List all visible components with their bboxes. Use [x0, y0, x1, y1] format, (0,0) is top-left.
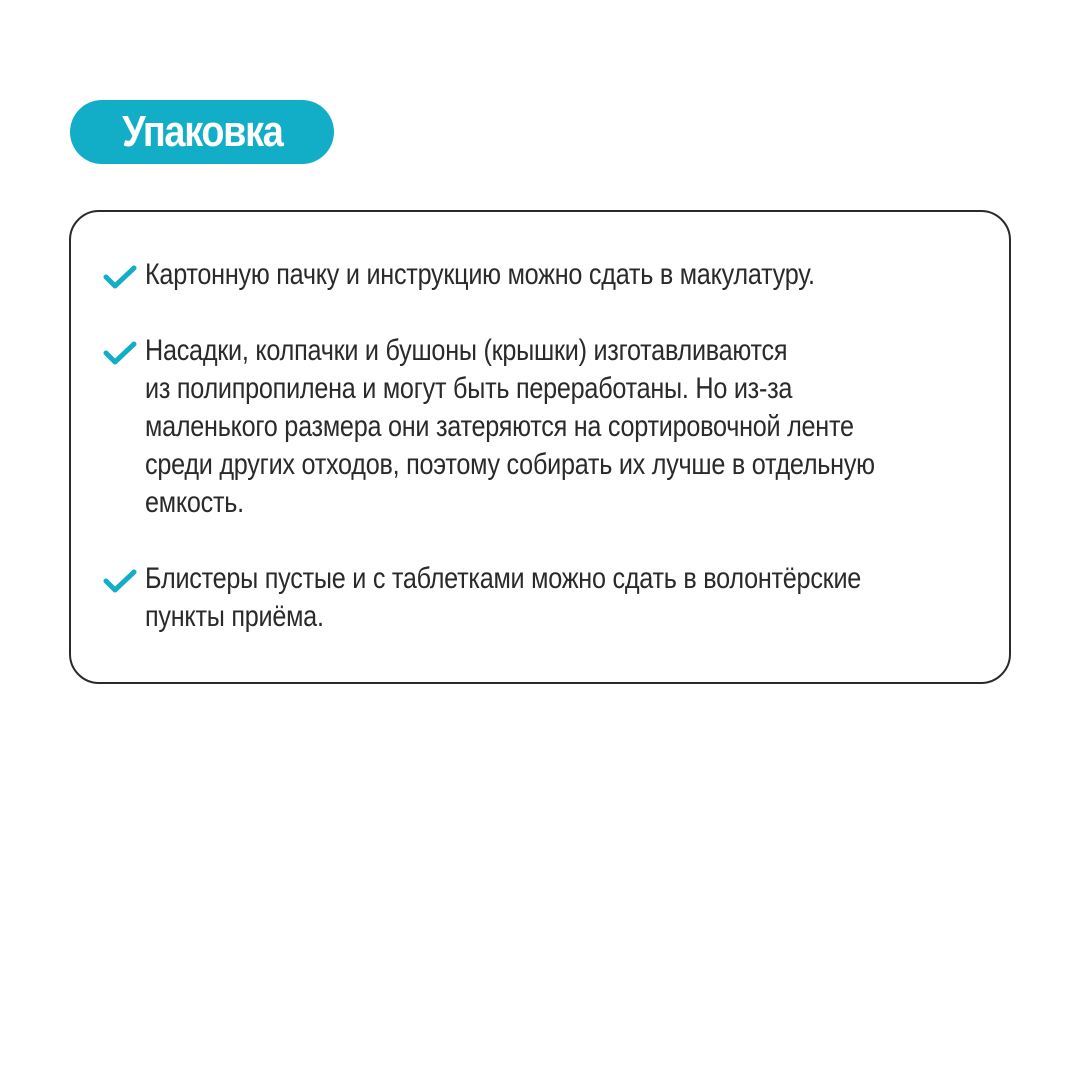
list-item-text: Насадки, колпачки и бушоны (крышки) изготавливаются из полипропилена и могут быть переработаны. Но из-за маленького размера они затеряются на сортировочной ленте среди других отходов, поэтому собирать их лучше в отдельную емкость. — [145, 334, 875, 519]
checkmark-icon — [103, 264, 137, 290]
checkmark-icon — [103, 568, 137, 594]
list-item-text: Картонную пачку и инструкцию можно сдать в макулатуру. — [145, 258, 815, 291]
page-title: Упаковка — [121, 107, 283, 156]
checkmark-icon — [103, 340, 137, 366]
title-badge — [70, 100, 334, 164]
info-card — [69, 210, 1011, 684]
list-item-text: Блистеры пустые и с таблетками можно сдать в волонтёрские пункты приёма. — [145, 562, 862, 633]
